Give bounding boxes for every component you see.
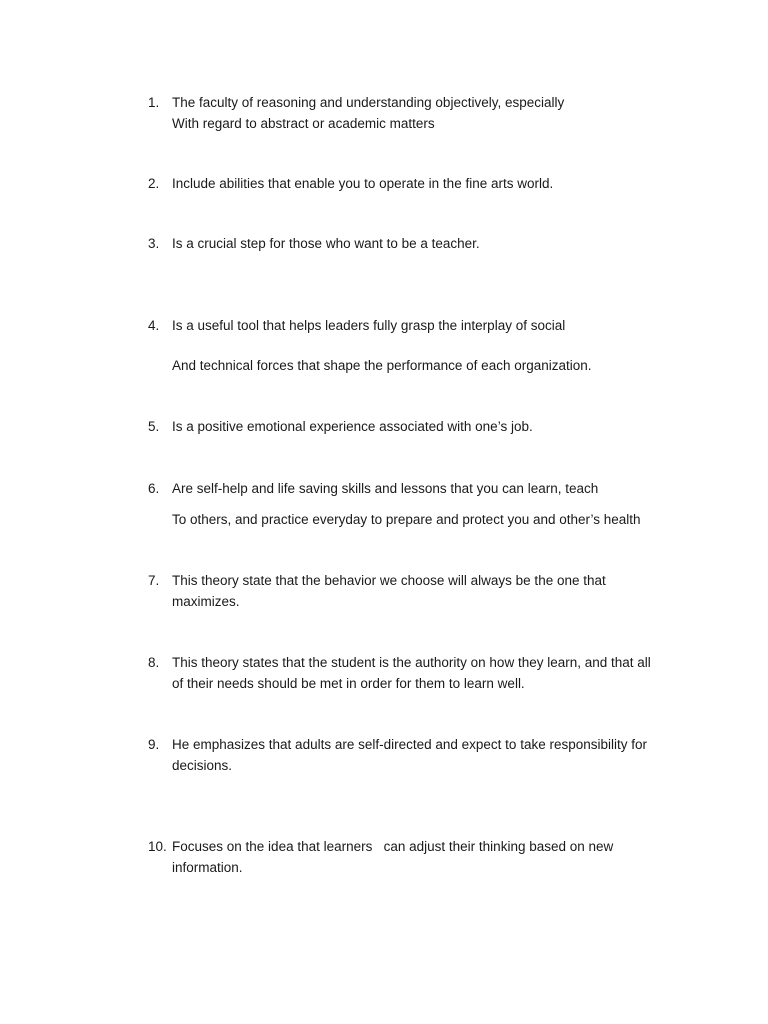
list-item-2 — [148, 173, 688, 194]
item-text-line: This theory state that the behavior we choose will always be the one that — [172, 573, 606, 588]
item-text-line: Is a crucial step for those who want to be a teacher. — [172, 236, 480, 251]
item-text-line: He emphasizes that adults are self-directed and expect to take responsibility for — [172, 737, 647, 752]
list-item-3 — [148, 233, 688, 254]
item-text-line: Is a positive emotional experience associated with one’s job. — [172, 419, 533, 434]
item-text-line: To others, and practice everyday to prepare and protect you and other’s health — [172, 512, 641, 527]
item-text-line: The faculty of reasoning and understanding objectively, especially — [172, 95, 565, 110]
item-text-line: This theory states that the student is the authority on how they learn, and that all — [172, 655, 651, 670]
item-number: 4. — [148, 318, 160, 333]
item-text-line: Is a useful tool that helps leaders fully grasp the interplay of social — [172, 318, 566, 333]
item-number: 2. — [148, 176, 160, 191]
item-text-line: decisions. — [172, 758, 233, 773]
list-item-4 — [148, 315, 688, 376]
list-item-7 — [148, 570, 688, 612]
item-number: 3. — [148, 236, 160, 251]
item-text-line: Are self-help and life saving skills and lessons that you can learn, teach — [172, 481, 599, 496]
item-text-line: And technical forces that shape the performance of each organization. — [172, 358, 592, 373]
item-number: 7. — [148, 573, 160, 588]
item-number: 8. — [148, 655, 160, 670]
item-number: 6. — [148, 481, 160, 496]
item-text-line: maximizes. — [172, 594, 240, 609]
item-number: 1. — [148, 95, 160, 110]
item-number: 5. — [148, 419, 160, 434]
item-number: 10. — [148, 839, 167, 854]
list-item-10 — [148, 836, 688, 878]
item-number: 9. — [148, 737, 160, 752]
list-item-5 — [148, 416, 688, 437]
item-text-line: of their needs should be met in order for them to learn well. — [172, 676, 525, 691]
list-item-9 — [148, 734, 688, 776]
item-text-line: Focuses on the idea that learners can adjust their thinking based on new — [172, 839, 614, 854]
item-text-line: With regard to abstract or academic matters — [172, 116, 435, 131]
item-text-line: Include abilities that enable you to operate in the fine arts world. — [172, 176, 554, 191]
item-text-line: information. — [172, 860, 243, 875]
list-item-1 — [148, 92, 688, 134]
list-item-8 — [148, 652, 688, 694]
list-item-6 — [148, 478, 688, 530]
